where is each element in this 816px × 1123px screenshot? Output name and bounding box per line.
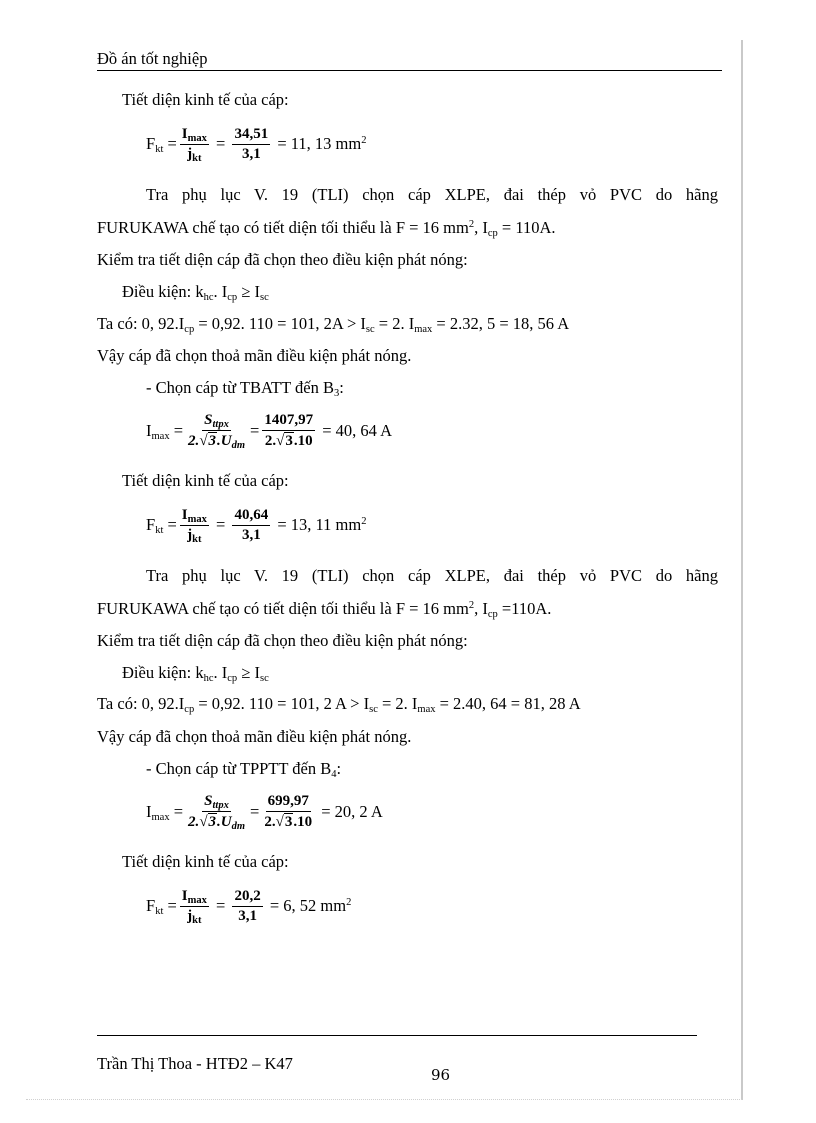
condition-line: Điều kiện: $k_{hc}$. $I_{cp} \ge I_{sc}$ [122, 282, 269, 303]
equation-imax-2: $I_{max}$ = $\frac{S_{ttpx}}{2.√3.U_{dm}}$ = $\frac{1407,97}{2.√3.10}$ = 40, 64 A [146, 412, 393, 451]
fraction-imax-jkt: $\frac{I_{max}}{j_{kt}}$ [181, 887, 207, 926]
equation-imax-3: $I_{max}$ = $\frac{S_{ttpx}}{2.√3.U_{dm}}$ = $\frac{699,97}{2.√3.10}$ = 20, 2 A [146, 793, 383, 832]
header-rule [97, 70, 722, 71]
eq-lhs: $F_{kt}$ = [146, 515, 177, 536]
text-line: Vậy cáp đã chọn thoả mãn điều kiện phát nóng. [97, 727, 412, 746]
page-shadow-right [741, 40, 743, 1100]
text-line: Tiết diện kinh tế của cáp: [122, 90, 289, 109]
eq-lhs: $F_{kt}$ = [146, 896, 177, 917]
fraction-values: $\frac{20,2}{3,1}$ [234, 887, 261, 924]
eq-lhs: $I_{max}$ = [146, 421, 184, 442]
page-number: 96 [431, 1066, 451, 1084]
footer-author: Trần Thị Thoa - HTĐ2 – K47 [97, 1054, 293, 1073]
paragraph-line: Tra phụ lục V. 19 (TLI) chọn cáp XLPE, đai thép vỏ PVC do hãng [146, 185, 718, 204]
equation-economic-section-2: $F_{kt}$ = $\frac{I_{max}}{j_{kt}}$ = $\frac{40,64}{3,1}$ = 13, 11 $mm^2$ [146, 506, 367, 545]
condition-line: Điều kiện: $k_{hc}$. $I_{cp} \ge I_{sc}$ [122, 663, 269, 684]
calculation-line: Ta có: 0, $92.I_{cp} = 0,92$. 110 = 101, 2 $A > I_{sc} = 2$. $I_{max} = 2.40$, 64 = 81, 28 A [97, 694, 581, 715]
page-shadow-bottom [26, 1099, 742, 1101]
fraction-values: $\frac{40,64}{3,1}$ [234, 506, 269, 543]
paragraph-line: FURUKAWA chế tạo có tiết diện tối thiểu là F = 16 $mm^2$, $I_{cp} = 110A$. [97, 218, 556, 239]
footer-rule [97, 1035, 697, 1036]
eq-lhs: $F_{kt}$ = [146, 134, 177, 155]
fraction-imax-jkt: $\frac{I_{max}}{j_{kt}}$ [181, 506, 207, 545]
paragraph-line: Tra phụ lục V. 19 (TLI) chọn cáp XLPE, đai thép vỏ PVC do hãng [146, 566, 718, 585]
eq-lhs: $I_{max}$ = [146, 802, 184, 823]
text-line: Vậy cáp đã chọn thoả mãn điều kiện phát nóng. [97, 346, 412, 365]
section-line: - Chọn cáp từ TBATT đến $B_3$: [146, 378, 344, 399]
equation-economic-section-1: $F_{kt}$ = $\frac{I_{max}}{j_{kt}}$ = $\frac{34,51}{3,1}$ = 11, 13 $mm^2$ [146, 125, 367, 164]
section-line: - Chọn cáp từ TPPTT đến $B_4$: [146, 759, 342, 780]
calculation-line: Ta có: 0, $92.I_{cp} = 0,92$. 110 = 101, $2A > I_{sc} = 2$. $I_{max} = 2.32$, 5 = 18, 56 A [97, 314, 570, 335]
text-line: Tiết diện kinh tế của cáp: [122, 852, 289, 871]
paragraph-line: FURUKAWA chế tạo có tiết diện tối thiểu là F = 16 $mm^2$, $I_{cp} =110A$. [97, 599, 552, 620]
fraction-values: $\frac{1407,97}{2.√3.10}$ [264, 412, 314, 449]
fraction-s-over-u: $\frac{S_{ttpx}}{2.√3.U_{dm}}$ [188, 412, 246, 451]
text-line: Kiểm tra tiết diện cáp đã chọn theo điều kiện phát nóng: [97, 631, 468, 650]
fraction-values: $\frac{699,97}{2.√3.10}$ [264, 793, 313, 830]
equation-economic-section-3: $F_{kt}$ = $\frac{I_{max}}{j_{kt}}$ = $\frac{20,2}{3,1}$ = 6, 52 $mm^2$ [146, 887, 352, 926]
text-line: Tiết diện kinh tế của cáp: [122, 471, 289, 490]
fraction-values: $\frac{34,51}{3,1}$ [234, 125, 269, 162]
fraction-imax-jkt: $\frac{I_{max}}{j_{kt}}$ [181, 125, 207, 164]
fraction-s-over-u: $\frac{S_{ttpx}}{2.√3.U_{dm}}$ [188, 793, 246, 832]
text-line: Kiểm tra tiết diện cáp đã chọn theo điều kiện phát nóng: [97, 250, 468, 269]
header-title: Đồ án tốt nghiệp [97, 49, 208, 68]
